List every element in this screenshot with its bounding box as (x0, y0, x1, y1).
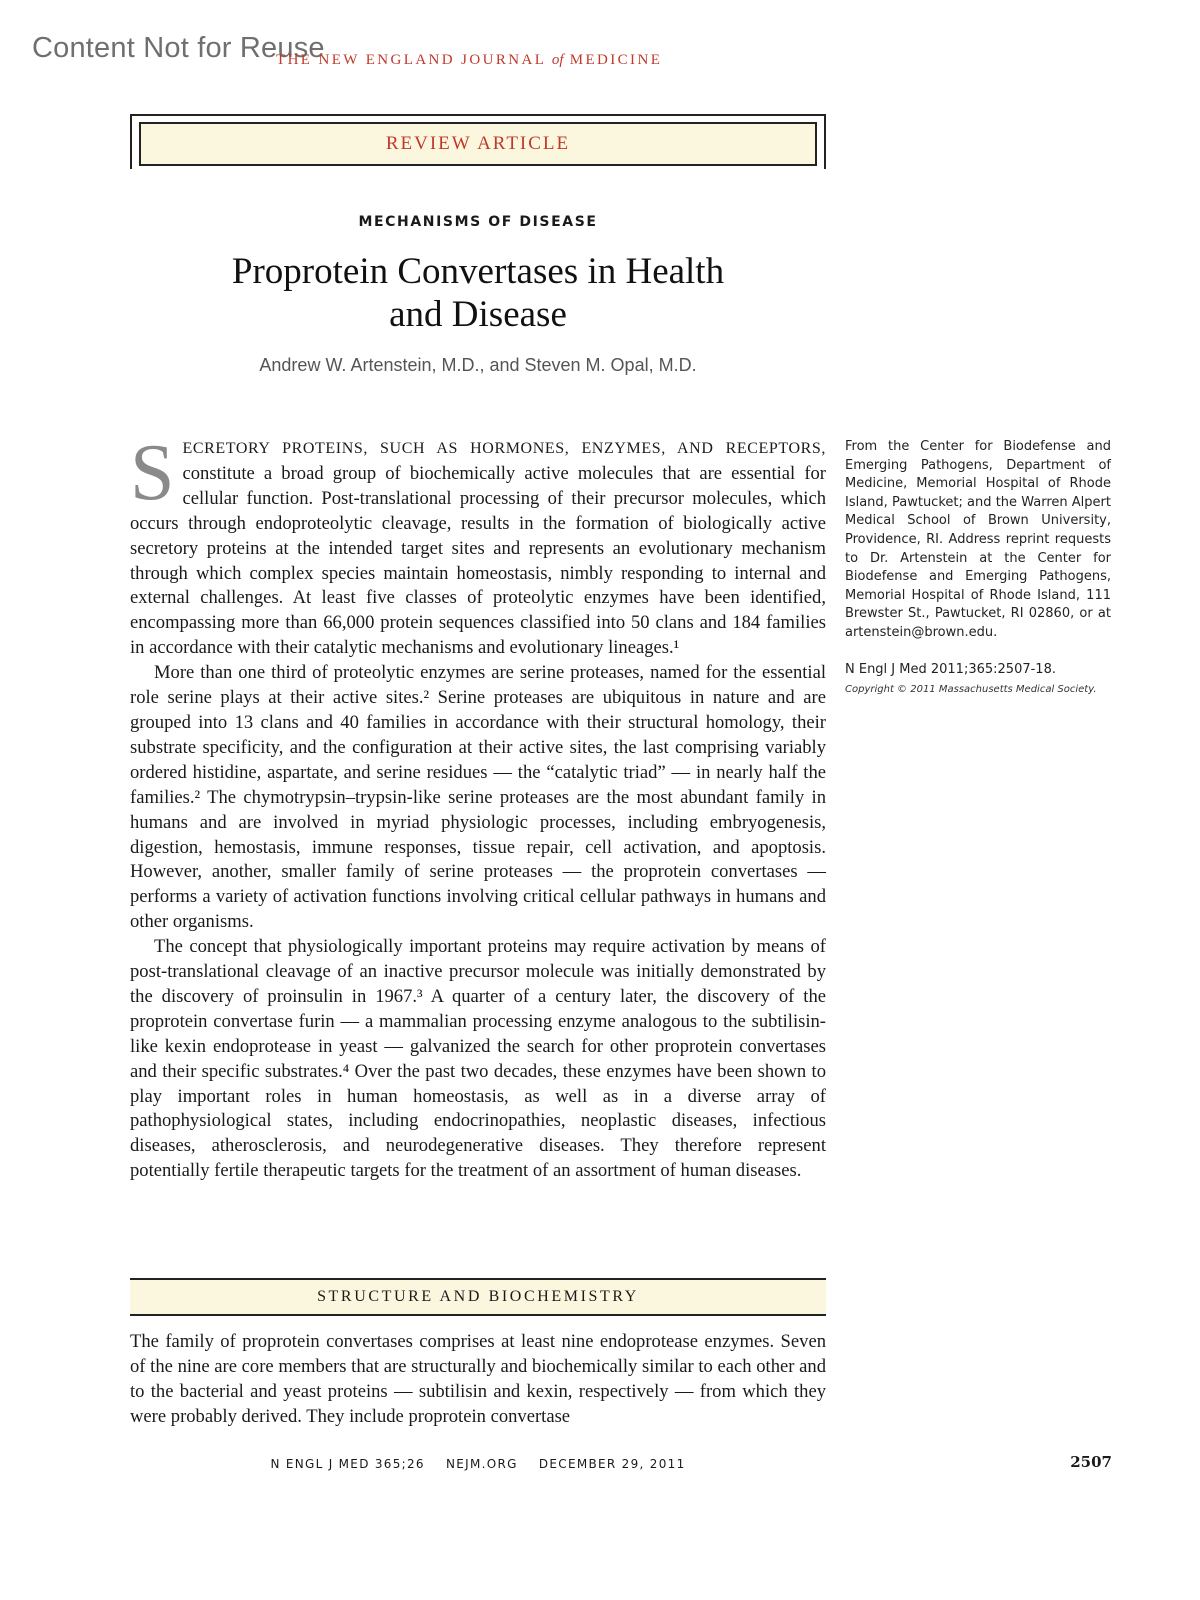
journal-name-pre: THE NEW ENGLAND JOURNAL (276, 52, 552, 68)
watermark: Content Not for Reuse (32, 32, 325, 64)
affiliation-note: From the Center for Biodefense and Emerging Pathogens, Department of Medicine, Memorial Hospital of Rhode Island, Pawtucket; and the Warren Alpert Medical School of Brown University, Providence, RI. Address reprint requests to Dr. Artenstein at the Center for Biodefense and Emerging Pathogens, Memorial Hospital of Rhode Island, 111 Brewster St., Pawtucket, RI 02860, or at artenstein@brown.edu. (845, 439, 1111, 640)
journal-masthead (276, 52, 662, 69)
footer-journal: N ENGL J MED 365;26 (270, 1457, 425, 1471)
body-text (130, 429, 826, 1184)
paragraph-1-text: constitute a broad group of biochemically active molecules that are essential for cellular function. Post-translational processing of their precursor molecules, which occurs through endoproteolytic cleavage, results in the formation of biologically active secretory proteins at the intended target sites and represents an evolutionary mechanism through which complex species maintain homeostasis, nimbly responding to internal and external challenges. At least five classes of proteolytic enzymes have been identified, encompassing more than 66,000 protein sequences classified into 50 clans and 184 families in accordance with their catalytic mechanisms and evolutionary lineages.¹ (130, 462, 826, 659)
article-type-label: REVIEW ARTICLE (385, 133, 571, 154)
title-line-1: Proprotein Convertases in Health (231, 251, 725, 292)
section-body (130, 1330, 826, 1430)
paragraph-3: The concept that physiologically important proteins may require activation by means of post-translational cleavage of an inactive precursor molecule was initially demonstrated by the discovery of proinsulin in 1967.³ A quarter of a century later, the discovery of the proprotein convertase furin — a mammalian processing enzyme analogous to the subtilisin-like kexin endoprotease in yeast — galvanized the search for other proprotein convertases and their specific substrates.⁴ Over the past two decades, these enzymes have been shown to play important roles in human homeostasis, as well as in a diverse array of pathophysiological states, including endocrinopathies, neoplastic diseases, infectious diseases, atherosclerosis, and neurodegenerative diseases. They therefore represent potentially fertile therapeutic targets for the treatment of an assortment of human diseases. (130, 936, 826, 1182)
section-heading-band (130, 1278, 826, 1316)
section-paragraph: The family of proprotein convertases comprises at least nine endoprotease enzymes. Seven of the nine are core members that are structurally and biochemically similar to each other and to the bacterial and yeast proteins — subtilisin and kexin, respectively — from which they were probably derived. They include proprotein convertase (130, 1331, 826, 1427)
section-label: MECHANISMS OF DISEASE (358, 214, 598, 230)
article-type-box (139, 122, 817, 166)
paragraph-2: More than one third of proteolytic enzymes are serine proteases, named for the essential role serine plays at their active sites.² Serine proteases are ubiquitous in nature and are grouped into 13 clans and 40 families in accordance with their structural homology, their substrate specificity, and the configuration at their active sites, the last comprising variably ordered histidine, aspartate, and serine residues — the “catalytic triad” — in nearly half the families.² The chymotrypsin–trypsin-like serine proteases are the most abundant family in humans and are involved in myriad physiologic processes, including embryogenesis, digestion, hemostasis, immune responses, tissue repair, cell activation, and apoptosis. However, another, smaller family of serine proteases — the proprotein convertases — performs a variety of activation functions involving critical cellular pathways in humans and other organisms. (130, 662, 826, 933)
footer-date: DECEMBER 29, 2011 (538, 1457, 686, 1471)
authors: Andrew W. Artenstein, M.D., and Steven M. Opal, M.D. (259, 355, 697, 375)
section-heading: STRUCTURE AND BIOCHEMISTRY (317, 1288, 639, 1305)
citation: N Engl J Med 2011;365:2507-18. (845, 662, 1056, 677)
title-line-2: and Disease (389, 294, 567, 335)
lead-in-text: ECRETORY PROTEINS, SUCH AS HORMONES, ENZYMES, AND RECEPTORS, (182, 440, 826, 457)
copyright: Copyright © 2011 Massachusetts Medical Society. (845, 684, 1097, 695)
page-footer (130, 1457, 826, 1471)
drop-cap: S (130, 429, 175, 517)
page-number: 2507 (1070, 1453, 1112, 1471)
journal-name-of: of (551, 52, 564, 68)
footer-site: NEJM.ORG (446, 1457, 518, 1471)
article-type-frame (130, 114, 826, 169)
article-title (130, 250, 826, 336)
journal-name-post: MEDICINE (563, 52, 663, 68)
paragraph-1 (130, 429, 826, 661)
